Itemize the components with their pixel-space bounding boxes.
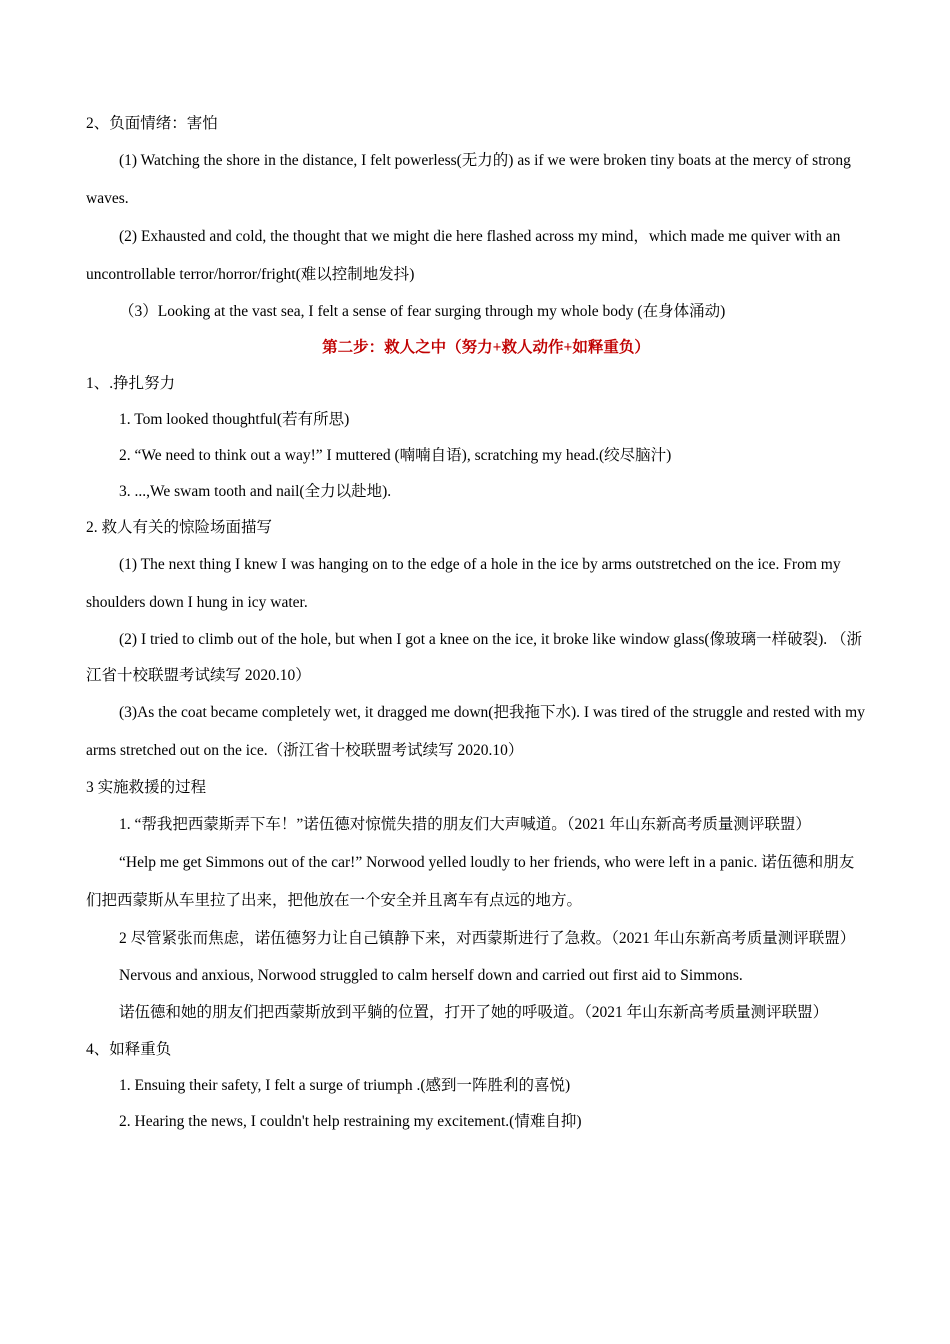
paragraph: 1. Ensuing their safety, I felt a surge of triumph .(感到一阵胜利的喜悦)	[119, 1077, 571, 1094]
paragraph: (1) Watching the shore in the distance, I felt powerless(无力的) as if we were broken tiny boats at the mercy of strong waves.	[86, 152, 851, 207]
paragraph: (1) The next thing I knew I was hanging on to the edge of a hole in the ice by arms outstretched on the ice. From my shoulders down I hung in icy water.	[86, 556, 841, 611]
paragraph: 3. ...,We swam tooth and nail(全力以赴地).	[119, 483, 392, 500]
section-title-rescue: 3 实施救援的过程	[86, 779, 207, 796]
section-title-relief: 4、如释重负	[86, 1041, 172, 1058]
step2-heading: 第二步：救人之中（努力+救人动作+如释重负）	[322, 339, 650, 356]
document-page	[86, 106, 866, 1140]
paragraph: 1. Tom looked thoughtful(若有所思)	[119, 411, 350, 428]
paragraph: (3)As the coat became completely wet, it dragged me down(把我拖下水). I was tired of the struggle and rested with my arms stretched out on the ice.（浙江省十校联盟考试续写 2020.10）	[86, 704, 865, 759]
paragraph: “Help me get Simmons out of the car!” Norwood yelled loudly to her friends, who were left in a panic. 诺伍德和朋友们把西蒙斯从车里拉了出来，把他放在一个安全并且离车有点远的地方。	[86, 854, 855, 909]
paragraph: Nervous and anxious, Norwood struggled to calm herself down and carried out first aid to Simmons.	[119, 967, 743, 984]
section-title-struggle: 1、.挣扎努力	[86, 375, 176, 392]
paragraph: 诺伍德和她的朋友们把西蒙斯放到平躺的位置，打开了她的呼吸道。（2021 年山东新高考质量测评联盟）	[119, 1004, 829, 1021]
paragraph: 2 尽管紧张而焦虑，诺伍德努力让自己镇静下来，对西蒙斯进行了急救。（2021 年山东新高考质量测评联盟）	[119, 930, 856, 947]
section-title-negative-emotion: 2、负面情绪：害怕	[86, 115, 218, 132]
paragraph: (2) I tried to climb out of the hole, but when I got a knee on the ice, it broke like window glass(像玻璃一样破裂). （浙江省十校联盟考试续写 2020.10）	[86, 631, 862, 684]
section-title-danger: 2. 救人有关的惊险场面描写	[86, 519, 273, 536]
paragraph: (2) Exhausted and cold, the thought that we might die here flashed across my mind，which made me quiver with an uncontrollable terror/horror/fright(难以控制地发抖)	[86, 228, 841, 283]
paragraph: （3）Looking at the vast sea, I felt a sense of fear surging through my whole body (在身体涌动)	[119, 303, 726, 320]
paragraph: 2. Hearing the news, I couldn't help restraining my excitement.(情难自抑)	[119, 1113, 582, 1130]
paragraph: 1. “帮我把西蒙斯弄下车！”诺伍德对惊慌失措的朋友们大声喊道。（2021 年山东新高考质量测评联盟）	[119, 816, 811, 833]
paragraph: 2. “We need to think out a way!” I muttered (喃喃自语), scratching my head.(绞尽脑汁)	[119, 447, 672, 464]
